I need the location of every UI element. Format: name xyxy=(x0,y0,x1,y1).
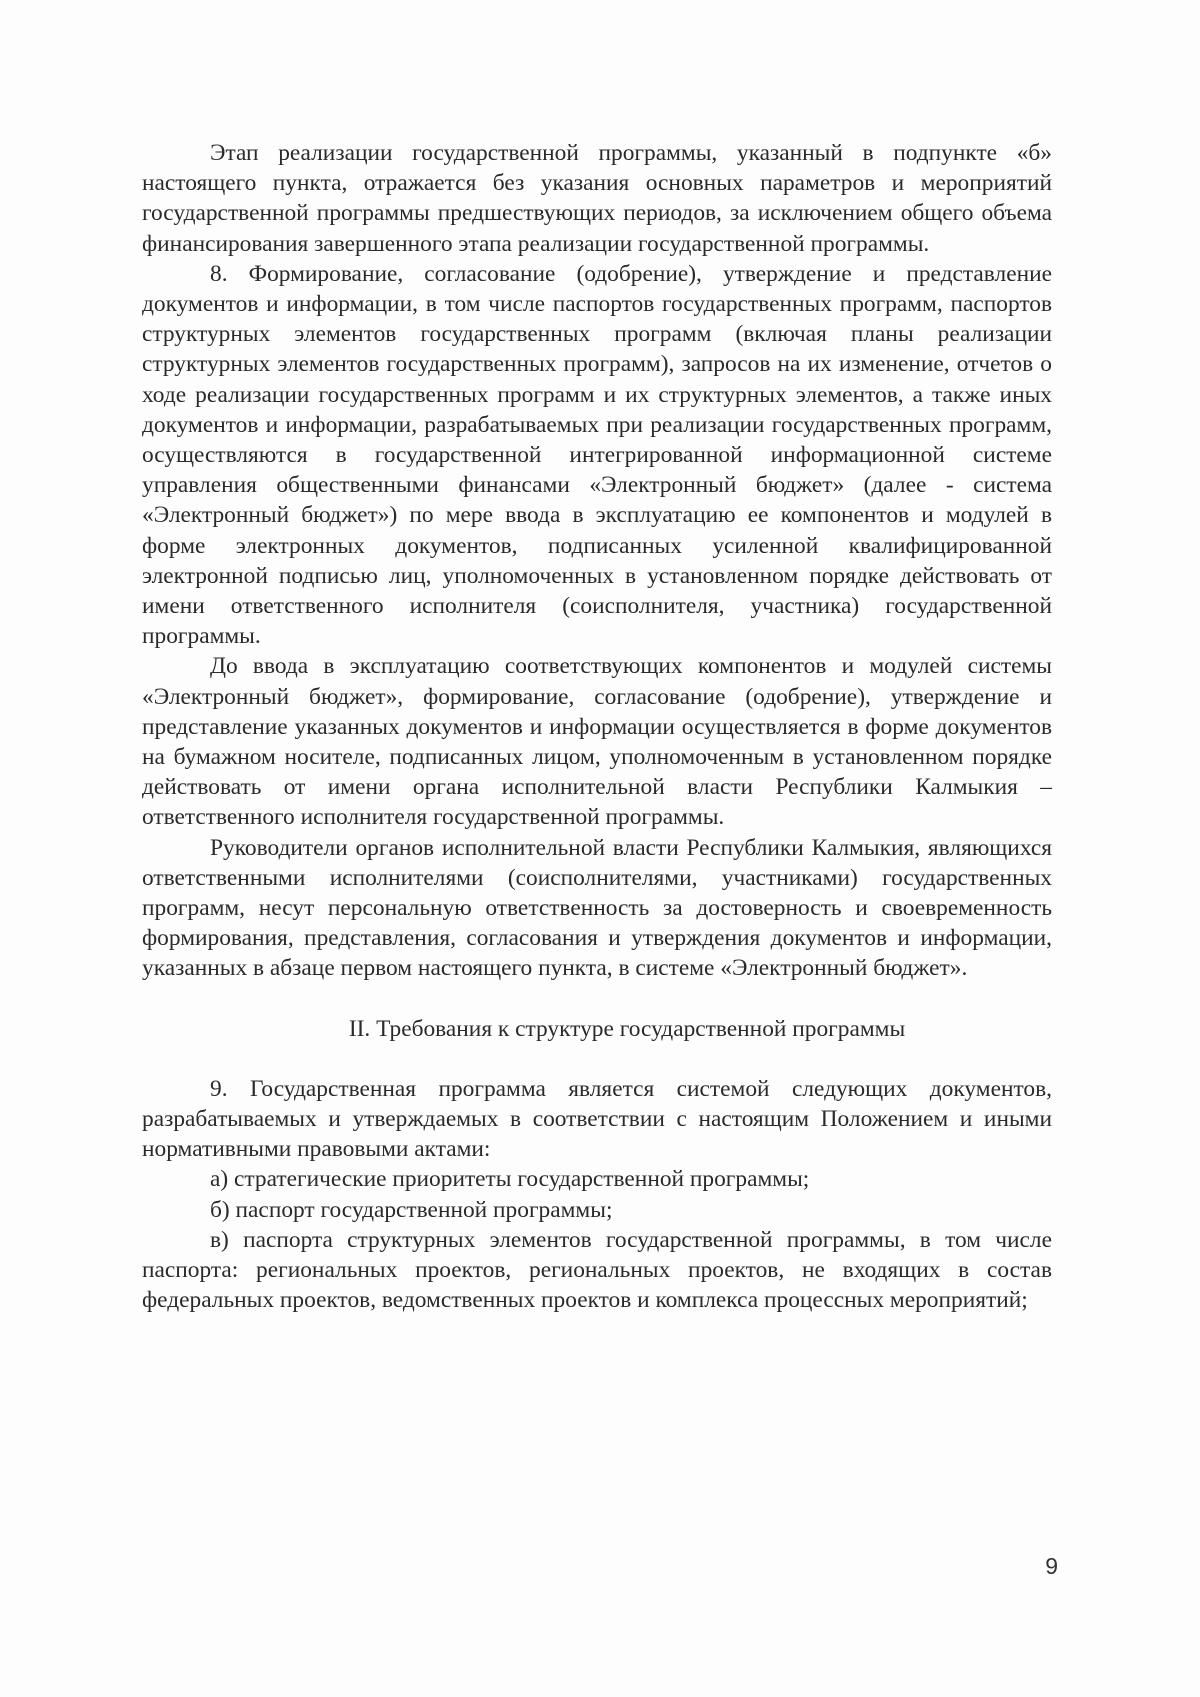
document-body xyxy=(142,138,1052,1315)
page-number: 9 xyxy=(1045,1553,1058,1579)
paragraph-item-8: 8. Формирование, согласование (одобрение), утверждение и представление документов и информации, в том числе паспортов государственных программ, паспортов структурных элементов государственных программ (включая планы реализации структурных элементов государственных программ), запросов на их изменение, отчетов о ходе реализации государственных программ и их структурных элементов, а также иных документов и информации, разрабатываемых при реализации государственных программ, осуществляются в государственной интегрированной информационной системе управления общественными финансами «Электронный бюджет» (далее - система «Электронный бюджет») по мере ввода в эксплуатацию ее компонентов и модулей в форме электронных документов, подписанных усиленной квалифицированной электронной подписью лиц, уполномоченных в установленном порядке действовать от имени ответственного исполнителя (соисполнителя, участника) государственной программы. xyxy=(142,260,1052,650)
list-item-a: а) стратегические приоритеты государственной программы; xyxy=(210,1166,810,1193)
paragraph-stage-note: Этап реализации государственной программы, указанный в подпункте «б» настоящего пункта, отражается без указания основных параметров и мероприятий государственной программы предшествующих периодов, за исключением общего объема финансирования завершенного этапа реализации государственной программы. xyxy=(142,140,1052,257)
paragraph-item-9: 9. Государственная программа является системой следующих документов, разрабатываемых и утверждаемых в соответствии с настоящим Положением и иными нормативными правовыми актами: xyxy=(142,1075,1052,1163)
list-item-b: б) паспорт государственной программы; xyxy=(210,1196,613,1223)
paragraph-responsibility: Руководители органов исполнительной власти Республики Калмыкия, являющихся ответственными исполнителями (соисполнителями, участниками) государственных программ, несут персональную ответственность за достоверность и своевременность формирования, представления, согласования и утверждения документов и информации, указанных в абзаце первом настоящего пункта, в системе «Электронный бюджет». xyxy=(142,834,1052,982)
list-item-v: в) паспорта структурных элементов государственной программы, в том числе паспорта: региональных проектов, региональных проектов, не входящих в состав федеральных проектов, ведомственных проектов и комплекса процессных мероприятий; xyxy=(142,1226,1052,1314)
paragraph-paper-documents: До ввода в эксплуатацию соответствующих компонентов и модулей системы «Электронный бюджет», формирование, согласование (одобрение), утверждение и представление указанных документов и информации осуществляется в форме документов на бумажном носителе, подписанных лицом, уполномоченным в установленном порядке действовать от имени органа исполнительной власти Республики Калмыкия – ответственного исполнителя государственной программы. xyxy=(142,653,1052,831)
section-heading: II. Требования к структуре государственной программы xyxy=(348,1015,906,1042)
